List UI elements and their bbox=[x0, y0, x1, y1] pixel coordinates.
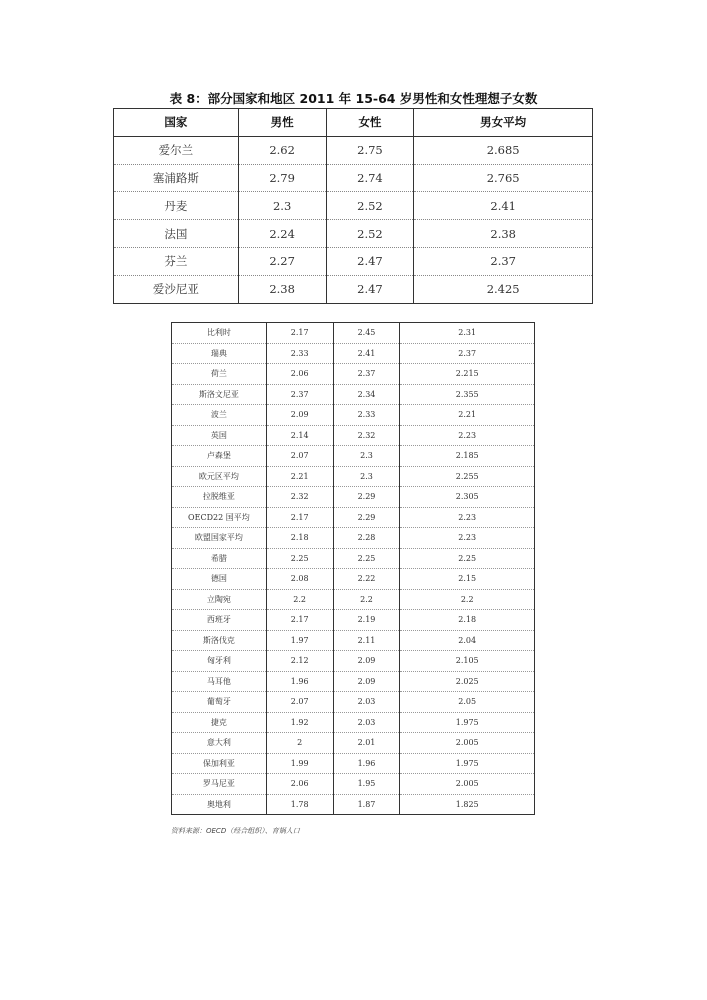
table-row bbox=[172, 528, 535, 549]
table-row bbox=[172, 507, 535, 528]
average-cell: 2.05 bbox=[400, 692, 535, 713]
country-cell: 希腊 bbox=[172, 548, 267, 569]
header-female: 女性 bbox=[326, 109, 414, 137]
female-cell: 2.03 bbox=[333, 692, 400, 713]
table-row bbox=[114, 247, 593, 275]
female-cell: 2.2 bbox=[333, 589, 400, 610]
average-cell: 2.005 bbox=[400, 774, 535, 795]
average-cell: 2.025 bbox=[400, 671, 535, 692]
table-row bbox=[172, 733, 535, 754]
female-cell: 2.45 bbox=[333, 323, 400, 344]
country-cell: 斯洛伐克 bbox=[172, 630, 267, 651]
average-cell: 1.975 bbox=[400, 712, 535, 733]
average-cell: 2.765 bbox=[414, 164, 593, 192]
female-cell: 2.09 bbox=[333, 651, 400, 672]
female-cell: 2.03 bbox=[333, 712, 400, 733]
average-cell: 2.305 bbox=[400, 487, 535, 508]
female-cell: 2.32 bbox=[333, 425, 400, 446]
male-cell: 2.07 bbox=[266, 446, 333, 467]
average-cell: 1.825 bbox=[400, 794, 535, 815]
female-cell: 2.74 bbox=[326, 164, 414, 192]
table-row bbox=[172, 753, 535, 774]
fertility-table-part1 bbox=[113, 108, 593, 304]
country-cell: 爱尔兰 bbox=[114, 136, 239, 164]
average-cell: 1.975 bbox=[400, 753, 535, 774]
female-cell: 2.34 bbox=[333, 384, 400, 405]
female-cell: 2.75 bbox=[326, 136, 414, 164]
male-cell: 2.33 bbox=[266, 343, 333, 364]
country-cell: 卢森堡 bbox=[172, 446, 267, 467]
table-row bbox=[172, 364, 535, 385]
table-row bbox=[114, 164, 593, 192]
female-cell: 2.37 bbox=[333, 364, 400, 385]
male-cell: 2.06 bbox=[266, 364, 333, 385]
table-row bbox=[172, 384, 535, 405]
female-cell: 2.41 bbox=[333, 343, 400, 364]
table-row bbox=[172, 425, 535, 446]
male-cell: 2.27 bbox=[238, 247, 326, 275]
country-cell: 保加利亚 bbox=[172, 753, 267, 774]
male-cell: 2.38 bbox=[238, 275, 326, 303]
table-row bbox=[172, 712, 535, 733]
table-row bbox=[172, 323, 535, 344]
table-row bbox=[172, 569, 535, 590]
country-cell: 荷兰 bbox=[172, 364, 267, 385]
male-cell: 2.14 bbox=[266, 425, 333, 446]
average-cell: 2.18 bbox=[400, 610, 535, 631]
table-row bbox=[172, 343, 535, 364]
country-cell: 欧元区平均 bbox=[172, 466, 267, 487]
table-title: 表 8：部分国家和地区 2011 年 15-64 岁男性和女性理想子女数 bbox=[169, 91, 538, 106]
average-cell: 2.37 bbox=[414, 247, 593, 275]
country-cell: 塞浦路斯 bbox=[114, 164, 239, 192]
male-cell: 2.62 bbox=[238, 136, 326, 164]
male-cell: 2.2 bbox=[266, 589, 333, 610]
average-cell: 2.185 bbox=[400, 446, 535, 467]
country-cell: 丹麦 bbox=[114, 192, 239, 220]
country-cell: 欧盟国家平均 bbox=[172, 528, 267, 549]
country-cell: 捷克 bbox=[172, 712, 267, 733]
table-row bbox=[114, 192, 593, 220]
country-cell: 奥地利 bbox=[172, 794, 267, 815]
country-cell: 意大利 bbox=[172, 733, 267, 754]
female-cell: 1.95 bbox=[333, 774, 400, 795]
female-cell: 2.01 bbox=[333, 733, 400, 754]
average-cell: 2.255 bbox=[400, 466, 535, 487]
country-cell: 爱沙尼亚 bbox=[114, 275, 239, 303]
female-cell: 2.3 bbox=[333, 446, 400, 467]
average-cell: 2.15 bbox=[400, 569, 535, 590]
male-cell: 1.92 bbox=[266, 712, 333, 733]
country-cell: 斯洛文尼亚 bbox=[172, 384, 267, 405]
average-cell: 2.37 bbox=[400, 343, 535, 364]
country-cell: 匈牙利 bbox=[172, 651, 267, 672]
average-cell: 2.23 bbox=[400, 425, 535, 446]
female-cell: 1.96 bbox=[333, 753, 400, 774]
male-cell: 1.97 bbox=[266, 630, 333, 651]
male-cell: 2.06 bbox=[266, 774, 333, 795]
country-cell: 葡萄牙 bbox=[172, 692, 267, 713]
female-cell: 2.29 bbox=[333, 487, 400, 508]
country-cell: 西班牙 bbox=[172, 610, 267, 631]
header-average: 男女平均 bbox=[414, 109, 593, 137]
female-cell: 2.3 bbox=[333, 466, 400, 487]
female-cell: 2.28 bbox=[333, 528, 400, 549]
male-cell: 2.21 bbox=[266, 466, 333, 487]
female-cell: 2.47 bbox=[326, 247, 414, 275]
table-header-row bbox=[114, 109, 593, 137]
table-row bbox=[172, 774, 535, 795]
female-cell: 2.29 bbox=[333, 507, 400, 528]
female-cell: 2.52 bbox=[326, 220, 414, 248]
table-row bbox=[172, 630, 535, 651]
country-cell: 马耳他 bbox=[172, 671, 267, 692]
country-cell: 波兰 bbox=[172, 405, 267, 426]
male-cell: 1.96 bbox=[266, 671, 333, 692]
male-cell: 2.25 bbox=[266, 548, 333, 569]
male-cell: 1.78 bbox=[266, 794, 333, 815]
fertility-table-part2 bbox=[171, 322, 535, 815]
average-cell: 2.215 bbox=[400, 364, 535, 385]
female-cell: 2.25 bbox=[333, 548, 400, 569]
male-cell: 2.3 bbox=[238, 192, 326, 220]
table-row bbox=[172, 548, 535, 569]
country-cell: 立陶宛 bbox=[172, 589, 267, 610]
average-cell: 2.425 bbox=[414, 275, 593, 303]
average-cell: 2.23 bbox=[400, 528, 535, 549]
female-cell: 1.87 bbox=[333, 794, 400, 815]
country-cell: 罗马尼亚 bbox=[172, 774, 267, 795]
header-country: 国家 bbox=[114, 109, 239, 137]
table-row bbox=[172, 405, 535, 426]
table-row bbox=[172, 692, 535, 713]
male-cell: 1.99 bbox=[266, 753, 333, 774]
country-cell: 瑞典 bbox=[172, 343, 267, 364]
male-cell: 2.24 bbox=[238, 220, 326, 248]
male-cell: 2.08 bbox=[266, 569, 333, 590]
female-cell: 2.47 bbox=[326, 275, 414, 303]
country-cell: 法国 bbox=[114, 220, 239, 248]
male-cell: 2.37 bbox=[266, 384, 333, 405]
average-cell: 2.005 bbox=[400, 733, 535, 754]
table-row bbox=[172, 671, 535, 692]
male-cell: 2.12 bbox=[266, 651, 333, 672]
male-cell: 2.17 bbox=[266, 610, 333, 631]
average-cell: 2.23 bbox=[400, 507, 535, 528]
average-cell: 2.21 bbox=[400, 405, 535, 426]
male-cell: 2 bbox=[266, 733, 333, 754]
table-row bbox=[172, 466, 535, 487]
country-cell: 德国 bbox=[172, 569, 267, 590]
table-row bbox=[172, 487, 535, 508]
male-cell: 2.79 bbox=[238, 164, 326, 192]
average-cell: 2.25 bbox=[400, 548, 535, 569]
average-cell: 2.105 bbox=[400, 651, 535, 672]
table-row bbox=[172, 794, 535, 815]
average-cell: 2.38 bbox=[414, 220, 593, 248]
table-row bbox=[114, 220, 593, 248]
table-row bbox=[114, 275, 593, 303]
header-male: 男性 bbox=[238, 109, 326, 137]
male-cell: 2.09 bbox=[266, 405, 333, 426]
average-cell: 2.355 bbox=[400, 384, 535, 405]
average-cell: 2.04 bbox=[400, 630, 535, 651]
country-cell: 芬兰 bbox=[114, 247, 239, 275]
male-cell: 2.18 bbox=[266, 528, 333, 549]
source-note: 资料来源：OECD（经合组织）、育娲人口 bbox=[171, 827, 300, 835]
table-row bbox=[172, 651, 535, 672]
country-cell: 比利时 bbox=[172, 323, 267, 344]
female-cell: 2.52 bbox=[326, 192, 414, 220]
male-cell: 2.32 bbox=[266, 487, 333, 508]
female-cell: 2.11 bbox=[333, 630, 400, 651]
table-row bbox=[172, 589, 535, 610]
country-cell: 英国 bbox=[172, 425, 267, 446]
table-row bbox=[172, 446, 535, 467]
average-cell: 2.685 bbox=[414, 136, 593, 164]
average-cell: 2.31 bbox=[400, 323, 535, 344]
average-cell: 2.41 bbox=[414, 192, 593, 220]
table-row bbox=[114, 136, 593, 164]
table-row bbox=[172, 610, 535, 631]
male-cell: 2.07 bbox=[266, 692, 333, 713]
male-cell: 2.17 bbox=[266, 507, 333, 528]
female-cell: 2.22 bbox=[333, 569, 400, 590]
female-cell: 2.33 bbox=[333, 405, 400, 426]
country-cell: 拉脱维亚 bbox=[172, 487, 267, 508]
country-cell: OECD22 国平均 bbox=[172, 507, 267, 528]
female-cell: 2.09 bbox=[333, 671, 400, 692]
female-cell: 2.19 bbox=[333, 610, 400, 631]
male-cell: 2.17 bbox=[266, 323, 333, 344]
average-cell: 2.2 bbox=[400, 589, 535, 610]
